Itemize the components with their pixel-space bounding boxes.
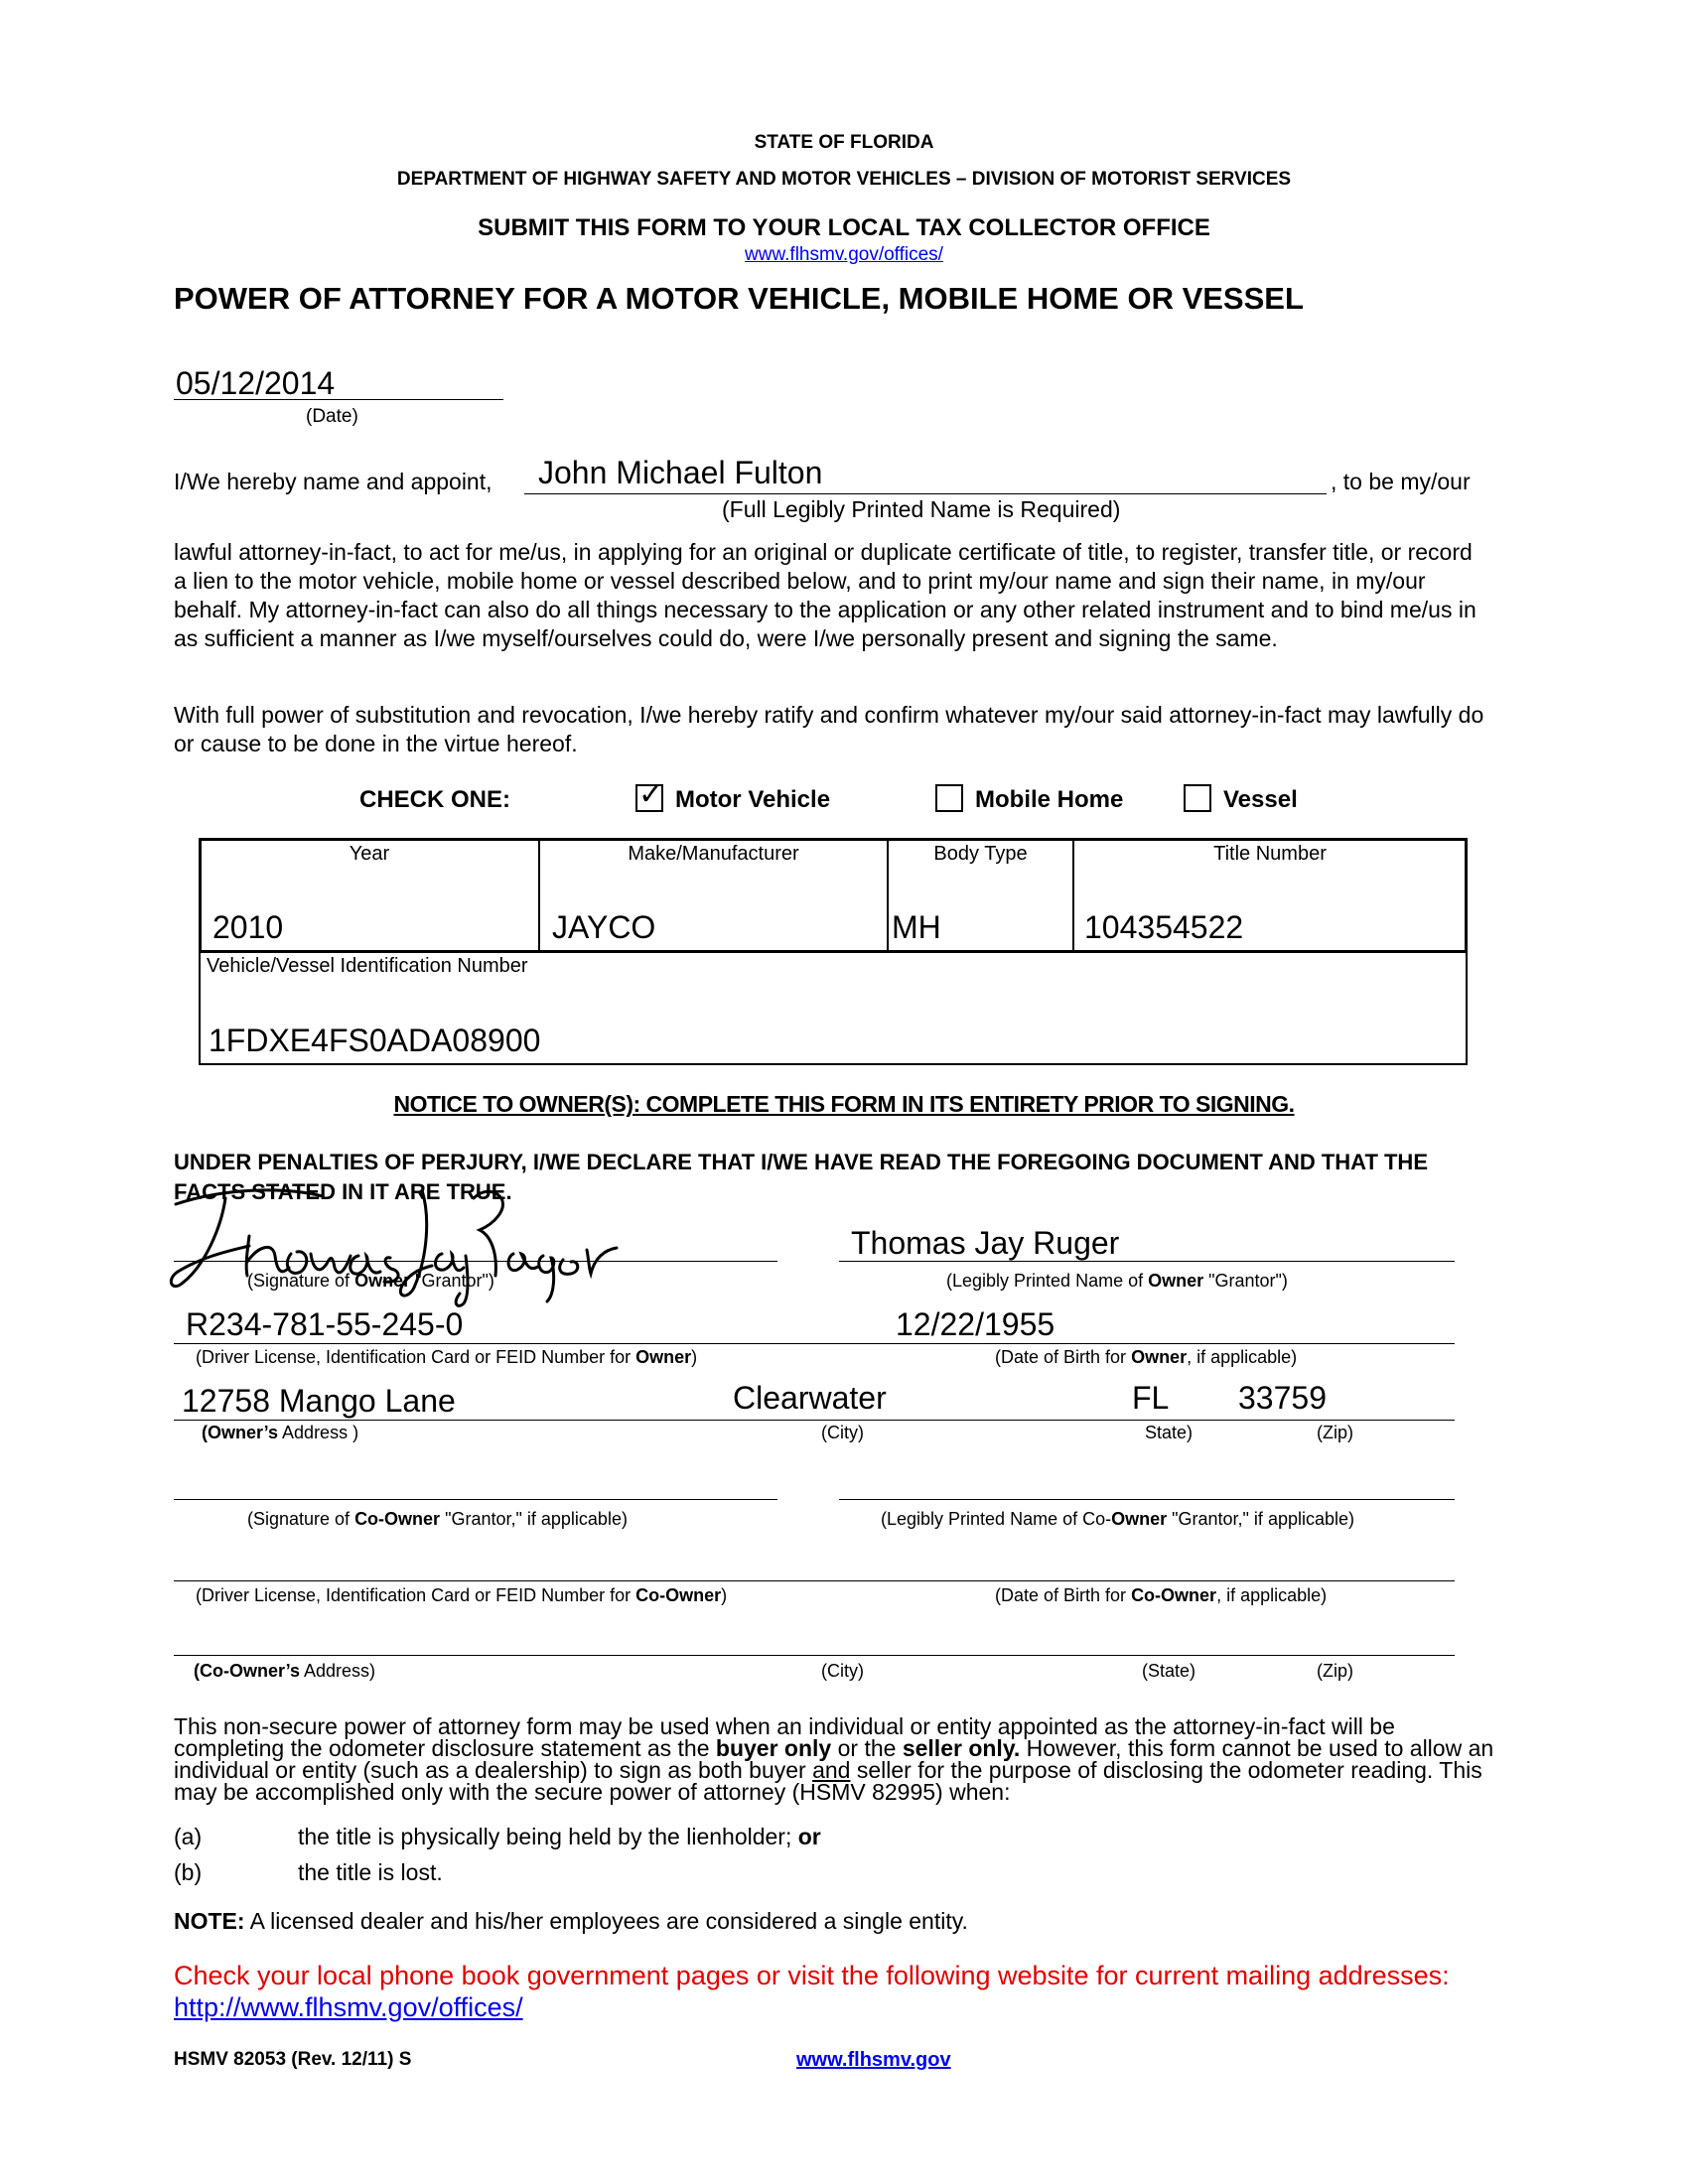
title-number-header: Title Number [1213,843,1327,865]
mailing-notice: Check your local phone book government pages or visit the following website for current mailing addresses: [174,1961,1450,1990]
coowner-city-caption: (City) [821,1661,864,1681]
mobile-home-checkbox[interactable] [935,784,963,812]
dealer-note: NOTE: A licensed dealer and his/her employees are considered a single entity. [174,1908,968,1934]
owner-license-caption: (Driver License, Identification Card or FEID Number for Owner) [196,1347,698,1367]
vin-value[interactable]: 1FDXE4FS0ADA08900 [209,1023,541,1058]
vessel-checkbox[interactable] [1184,784,1211,812]
form-title: POWER OF ATTORNEY FOR A MOTOR VEHICLE, MOBILE HOME OR VESSEL [174,281,1304,316]
body-type-header: Body Type [933,843,1028,865]
owner-city-value[interactable]: Clearwater [733,1380,887,1416]
authority-paragraph: lawful attorney-in-fact, to act for me/us, in applying for an original or duplicate certificate of title, to register, transfer title, or record a lien to the motor vehicle, mobile home or vessel described below, and to print my/our name and sign their name, in my/our behalf. My attorney-in-fact can also do all things necessary to the application or any other related instrument and to bind me/us in as sufficient a manner as I/we myself/ourselves could do, were I/we personally present and signing the same. [174,539,1477,651]
owner-dob-caption: (Date of Birth for Owner, if applicable) [995,1347,1298,1367]
owner-address-caption: (Owner’s Address ) [202,1423,359,1442]
owner-license-value[interactable]: R234-781-55-245-0 [186,1306,464,1342]
owner-city-caption: (City) [821,1423,864,1442]
vessel-label: Vessel [1223,786,1298,813]
check-one-label: CHECK ONE: [359,786,511,813]
state-heading: STATE OF FLORIDA [754,132,934,153]
coowner-printed-name-caption: (Legibly Printed Name of Co-Owner "Grantor," if applicable) [881,1509,1354,1529]
coowner-license-dob-line[interactable] [174,1580,1455,1581]
owner-printed-name[interactable]: Thomas Jay Ruger [851,1225,1120,1261]
submit-heading: SUBMIT THIS FORM TO YOUR LOCAL TAX COLLECTOR OFFICE [478,214,1210,241]
date-value[interactable]: 05/12/2014 [176,365,336,401]
condition-b-label: (b) [174,1859,203,1885]
condition-a-label: (a) [174,1824,203,1849]
owner-signature-caption: (Signature of Owner "Grantor") [247,1271,494,1291]
department-heading: DEPARTMENT OF HIGHWAY SAFETY AND MOTOR VEHICLES – DIVISION OF MOTORIST SERVICES [396,169,1292,190]
title-number-value[interactable]: 104354522 [1084,909,1244,945]
vin-header: Vehicle/Vessel Identification Number [207,955,528,977]
coowner-printed-name-line[interactable] [839,1499,1455,1500]
form-id: HSMV 82053 (Rev. 12/11) S [174,2049,412,2070]
owner-notice: NOTICE TO OWNER(S): COMPLETE THIS FORM IN ITS ENTIRETY PRIOR TO SIGNING. [393,1091,1295,1117]
owner-license-dob-line [174,1343,1455,1344]
owner-state-value[interactable]: FL [1132,1380,1170,1416]
coowner-signature-caption: (Signature of Co-Owner "Grantor," if applicable) [247,1509,628,1529]
coowner-address-line[interactable] [174,1655,1455,1656]
attorney-name[interactable]: John Michael Fulton [538,455,823,490]
offices-link[interactable]: www.flhsmv.gov/offices/ [745,244,943,265]
attorney-name-line [524,493,1327,494]
coowner-zip-caption: (Zip) [1317,1661,1353,1681]
coowner-state-caption: (State) [1142,1661,1196,1681]
ratify-paragraph: With full power of substitution and revocation, I/we hereby ratify and confirm whatever my/our said attorney-in-fact may lawfully do or cause to be done in the virtue hereof. [174,702,1484,756]
owner-address-value[interactable]: 12758 Mango Lane [182,1383,456,1419]
make-value[interactable]: JAYCO [552,909,656,945]
year-value[interactable]: 2010 [212,909,284,945]
mobile-home-label: Mobile Home [975,786,1124,813]
owner-zip-caption: (Zip) [1317,1423,1353,1442]
coowner-signature-line[interactable] [174,1499,777,1500]
check-mark-icon: ✓ [638,778,664,811]
attorney-name-caption: (Full Legibly Printed Name is Required) [722,496,1121,522]
owner-state-caption: State) [1145,1423,1194,1442]
owner-dob-value[interactable]: 12/22/1955 [896,1306,1055,1342]
year-header: Year [349,843,390,865]
mailing-link[interactable]: http://www.flhsmv.gov/offices/ [174,1992,523,2022]
appoint-prefix: I/We hereby name and appoint, [174,469,492,494]
coowner-dob-caption: (Date of Birth for Co-Owner, if applicable) [995,1585,1328,1605]
make-header: Make/Manufacturer [628,843,799,865]
condition-a-text: the title is physically being held by the lienholder; or [298,1824,821,1849]
condition-b-text: the title is lost. [298,1859,443,1885]
motor-vehicle-label: Motor Vehicle [675,786,831,813]
body-type-value[interactable]: MH [892,909,941,945]
date-line [174,399,503,400]
date-caption: (Date) [306,406,358,427]
appoint-suffix: , to be my/our [1331,469,1471,494]
footer-link[interactable]: www.flhsmv.gov [796,2049,951,2071]
owner-zip-value[interactable]: 33759 [1238,1380,1327,1416]
owner-printed-name-caption: (Legibly Printed Name of Owner "Grantor") [946,1271,1288,1291]
odometer-paragraph: This non-secure power of attorney form may be used when an individual or entity appointed as the attorney-in-fact will be completing the odometer disclosure statement as the buyer only or the seller only. However, this form cannot be used to allow an individual or entity (such as a dealership) to sign as both buyer and seller for the purpose of disclosing the odometer reading. This may be accomplished only with the secure power of attorney (HSMV 82995) when: [174,1713,1494,1805]
motor-vehicle-checkbox[interactable] [635,778,664,812]
perjury-statement: UNDER PENALTIES OF PERJURY, I/WE DECLARE THAT I/WE HAVE READ THE FOREGOING DOCUMENT AND THAT THE FACTS STATED IN IT ARE TRUE. [174,1150,1428,1204]
owner-printed-name-line [839,1261,1455,1262]
coowner-address-caption: (Co-Owner’s Address) [194,1661,376,1681]
owner-address-line [174,1420,1455,1421]
owner-signature-line [174,1261,777,1262]
coowner-license-caption: (Driver License, Identification Card or FEID Number for Co-Owner) [196,1585,728,1605]
